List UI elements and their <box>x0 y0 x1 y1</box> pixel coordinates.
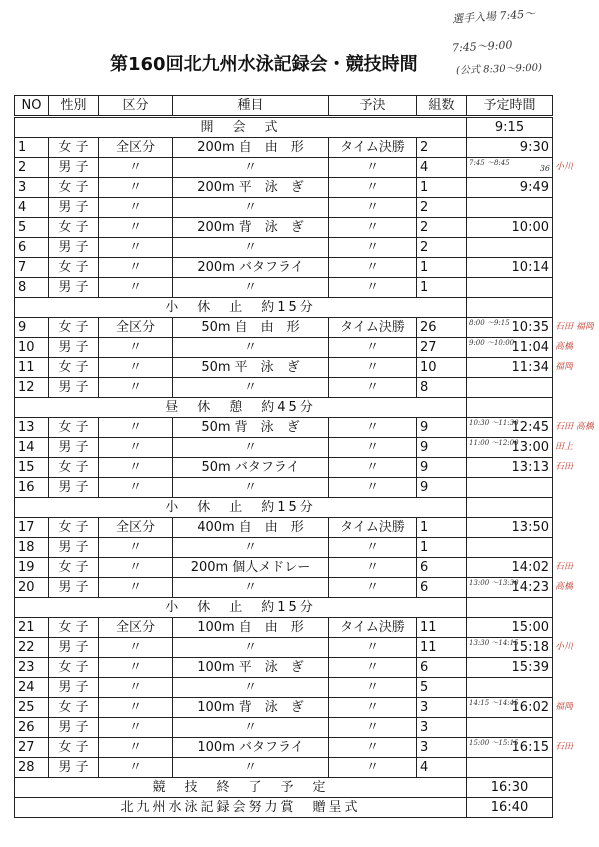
event-time <box>467 658 553 678</box>
event-time <box>467 278 553 298</box>
event-time <box>467 358 553 378</box>
event-sex: 女 子 <box>49 738 99 758</box>
event-class: 〃 <box>99 698 173 718</box>
event-sex: 女 子 <box>49 258 99 278</box>
event-number: 21 <box>15 618 49 638</box>
event-class: 〃 <box>99 418 173 438</box>
handwritten-time-note: 8:00 〜9:15 <box>469 319 510 327</box>
event-row <box>15 618 553 638</box>
handwritten-note-time: 7:45〜9:00 <box>451 38 513 55</box>
event-number: 7 <box>15 258 49 278</box>
margin-note: 福岡 <box>555 702 574 712</box>
event-row <box>15 638 553 658</box>
section-time <box>467 298 553 318</box>
event-time <box>467 538 553 558</box>
event-round: 〃 <box>329 438 417 458</box>
event-row <box>15 258 553 278</box>
column-header: 予定時間 <box>467 96 553 117</box>
event-number: 4 <box>15 198 49 218</box>
event-sex: 男 子 <box>49 378 99 398</box>
section-label: 北九州水泳記録会努力賞 贈呈式 <box>15 798 467 818</box>
event-name: 〃 <box>173 438 329 458</box>
event-row <box>15 338 553 358</box>
margin-note: 石田 高橋 <box>555 422 594 432</box>
event-number: 26 <box>15 718 49 738</box>
event-heats: 8 <box>417 378 467 398</box>
event-round: タイム決勝 <box>329 138 417 158</box>
section-time: 16:30 <box>467 778 553 798</box>
event-round: 〃 <box>329 538 417 558</box>
event-sex: 女 子 <box>49 458 99 478</box>
event-time-value: 9:30 <box>519 139 549 155</box>
section-row <box>15 798 553 818</box>
event-name: 〃 <box>173 378 329 398</box>
event-time-value: 11:34 <box>511 359 549 375</box>
section-label: 競 技 終 了 予 定 <box>15 778 467 798</box>
event-name: 〃 <box>173 198 329 218</box>
event-time <box>467 638 553 658</box>
handwritten-note-entry: 選手入場 7:45〜 <box>451 7 536 26</box>
event-round: 〃 <box>329 558 417 578</box>
event-time-value: 15:00 <box>511 619 549 635</box>
document-title: 第160回北九州水泳記録会・競技時間 <box>110 54 418 75</box>
margin-note: 高橋 <box>555 342 574 352</box>
event-row <box>15 538 553 558</box>
event-number: 6 <box>15 238 49 258</box>
event-heats: 2 <box>417 138 467 158</box>
event-sex: 女 子 <box>49 418 99 438</box>
event-sex: 男 子 <box>49 278 99 298</box>
event-sex: 女 子 <box>49 218 99 238</box>
event-heats: 9 <box>417 438 467 458</box>
event-class: 〃 <box>99 718 173 738</box>
event-round: 〃 <box>329 698 417 718</box>
margin-note: 石田 <box>555 742 574 752</box>
event-time-value: 15:18 <box>511 639 549 655</box>
event-time-value: 13:13 <box>511 459 549 475</box>
section-label: 開 会 式 <box>15 117 467 138</box>
event-heats: 10 <box>417 358 467 378</box>
event-sex: 男 子 <box>49 638 99 658</box>
event-heats: 2 <box>417 218 467 238</box>
event-name: 200m バタフライ <box>173 258 329 278</box>
event-row <box>15 738 553 758</box>
event-name: 200m 自 由 形 <box>173 138 329 158</box>
event-time <box>467 158 553 178</box>
event-name: 〃 <box>173 478 329 498</box>
event-row <box>15 658 553 678</box>
event-name: 100m 平 泳 ぎ <box>173 658 329 678</box>
event-number: 8 <box>15 278 49 298</box>
event-heats: 11 <box>417 638 467 658</box>
event-name: 〃 <box>173 718 329 738</box>
event-time-value: 12:45 <box>511 419 549 435</box>
event-sex: 男 子 <box>49 578 99 598</box>
event-row <box>15 678 553 698</box>
event-class: 〃 <box>99 178 173 198</box>
event-heats: 4 <box>417 158 467 178</box>
event-round: 〃 <box>329 178 417 198</box>
event-sex: 女 子 <box>49 658 99 678</box>
section-label: 小 休 止 約15分 <box>15 298 467 318</box>
event-heats: 2 <box>417 198 467 218</box>
event-sex: 男 子 <box>49 758 99 778</box>
event-class: 全区分 <box>99 618 173 638</box>
event-number: 27 <box>15 738 49 758</box>
event-time <box>467 238 553 258</box>
event-sex: 男 子 <box>49 158 99 178</box>
event-round: 〃 <box>329 238 417 258</box>
section-row <box>15 598 553 618</box>
event-number: 11 <box>15 358 49 378</box>
event-round: タイム決勝 <box>329 318 417 338</box>
event-time-value: 11:04 <box>511 339 549 355</box>
event-round: 〃 <box>329 678 417 698</box>
handwritten-count-note: 36 <box>539 164 550 173</box>
event-class: 〃 <box>99 158 173 178</box>
event-heats: 1 <box>417 278 467 298</box>
event-class: 〃 <box>99 758 173 778</box>
event-number: 18 <box>15 538 49 558</box>
event-time <box>467 218 553 238</box>
event-time-value: 14:02 <box>511 559 549 575</box>
event-class: 全区分 <box>99 318 173 338</box>
event-number: 22 <box>15 638 49 658</box>
event-time-value: 15:39 <box>511 659 549 675</box>
event-name: 200m 平 泳 ぎ <box>173 178 329 198</box>
event-name: 〃 <box>173 338 329 358</box>
handwritten-time-note: 13:30 〜14:15 <box>469 639 519 647</box>
event-class: 〃 <box>99 198 173 218</box>
event-round: タイム決勝 <box>329 518 417 538</box>
event-class: 〃 <box>99 218 173 238</box>
event-name: 50m 自 由 形 <box>173 318 329 338</box>
event-number: 12 <box>15 378 49 398</box>
section-time <box>467 598 553 618</box>
margin-note: 福岡 <box>555 362 574 372</box>
event-heats: 1 <box>417 538 467 558</box>
event-heats: 5 <box>417 678 467 698</box>
event-number: 19 <box>15 558 49 578</box>
section-row <box>15 778 553 798</box>
event-class: 〃 <box>99 278 173 298</box>
margin-note: 小川 <box>555 642 574 652</box>
event-round: 〃 <box>329 638 417 658</box>
event-row <box>15 698 553 718</box>
section-row <box>15 298 553 318</box>
event-name: 〃 <box>173 578 329 598</box>
column-header: 区分 <box>99 96 173 117</box>
event-number: 5 <box>15 218 49 238</box>
margin-note: 石田 福岡 <box>555 322 594 332</box>
event-round: 〃 <box>329 738 417 758</box>
event-row <box>15 358 553 378</box>
event-heats: 1 <box>417 258 467 278</box>
event-row <box>15 558 553 578</box>
event-name: 〃 <box>173 678 329 698</box>
event-heats: 1 <box>417 178 467 198</box>
event-class: 〃 <box>99 338 173 358</box>
event-time <box>467 478 553 498</box>
event-round: 〃 <box>329 278 417 298</box>
event-sex: 女 子 <box>49 358 99 378</box>
event-time <box>467 758 553 778</box>
handwritten-time-note: 11:00 〜12:00 <box>469 439 519 447</box>
event-sex: 女 子 <box>49 558 99 578</box>
event-round: 〃 <box>329 258 417 278</box>
section-time <box>467 398 553 418</box>
column-header: 性別 <box>49 96 99 117</box>
event-round: 〃 <box>329 198 417 218</box>
event-sex: 男 子 <box>49 538 99 558</box>
event-sex: 男 子 <box>49 238 99 258</box>
event-heats: 6 <box>417 578 467 598</box>
event-round: 〃 <box>329 458 417 478</box>
event-time <box>467 318 553 338</box>
event-row <box>15 138 553 158</box>
schedule-table <box>14 95 553 818</box>
header-row <box>15 96 553 117</box>
event-round: 〃 <box>329 658 417 678</box>
event-row <box>15 278 553 298</box>
event-round: 〃 <box>329 718 417 738</box>
column-header: NO <box>15 96 49 117</box>
event-number: 25 <box>15 698 49 718</box>
event-row <box>15 378 553 398</box>
event-time-value: 13:00 <box>511 439 549 455</box>
event-class: 〃 <box>99 558 173 578</box>
event-time <box>467 698 553 718</box>
event-round: 〃 <box>329 338 417 358</box>
event-round: タイム決勝 <box>329 618 417 638</box>
event-row <box>15 718 553 738</box>
event-time-value: 16:15 <box>511 739 549 755</box>
event-round: 〃 <box>329 378 417 398</box>
section-time: 9:15 <box>467 117 553 138</box>
event-number: 9 <box>15 318 49 338</box>
event-heats: 2 <box>417 238 467 258</box>
event-name: 100m 自 由 形 <box>173 618 329 638</box>
event-row <box>15 578 553 598</box>
event-round: 〃 <box>329 158 417 178</box>
event-row <box>15 238 553 258</box>
event-time <box>467 718 553 738</box>
margin-note: 田上 <box>555 442 574 452</box>
handwritten-time-note: 14:15 〜14:45 <box>469 699 519 707</box>
event-class: 全区分 <box>99 138 173 158</box>
event-row <box>15 318 553 338</box>
event-time <box>467 138 553 158</box>
section-label: 昼 休 憩 約45分 <box>15 398 467 418</box>
event-row <box>15 458 553 478</box>
event-sex: 男 子 <box>49 338 99 358</box>
event-class: 〃 <box>99 658 173 678</box>
event-number: 23 <box>15 658 49 678</box>
event-time <box>467 618 553 638</box>
event-heats: 9 <box>417 458 467 478</box>
event-row <box>15 438 553 458</box>
event-sex: 男 子 <box>49 718 99 738</box>
event-time-value: 14:23 <box>511 579 549 595</box>
event-time <box>467 558 553 578</box>
event-time <box>467 578 553 598</box>
event-time <box>467 678 553 698</box>
event-round: 〃 <box>329 358 417 378</box>
section-row <box>15 398 553 418</box>
event-time <box>467 178 553 198</box>
event-round: 〃 <box>329 218 417 238</box>
event-name: 100m 背 泳 ぎ <box>173 698 329 718</box>
event-name: 〃 <box>173 638 329 658</box>
event-heats: 1 <box>417 518 467 538</box>
handwritten-time-note: 10:30 〜11:30 <box>469 419 519 427</box>
event-time <box>467 198 553 218</box>
event-name: 400m 自 由 形 <box>173 518 329 538</box>
event-class: 〃 <box>99 238 173 258</box>
event-class: 〃 <box>99 538 173 558</box>
event-time <box>467 438 553 458</box>
event-class: 〃 <box>99 738 173 758</box>
margin-note: 小川 <box>555 162 574 172</box>
event-number: 3 <box>15 178 49 198</box>
event-name: 〃 <box>173 538 329 558</box>
event-row <box>15 178 553 198</box>
event-time-value: 13:50 <box>511 519 549 535</box>
margin-note: 石田 <box>555 562 574 572</box>
event-number: 16 <box>15 478 49 498</box>
event-name: 200m 個人メドレー <box>173 558 329 578</box>
event-name: 100m バタフライ <box>173 738 329 758</box>
event-number: 20 <box>15 578 49 598</box>
event-class: 〃 <box>99 578 173 598</box>
event-row <box>15 758 553 778</box>
event-row <box>15 418 553 438</box>
event-sex: 女 子 <box>49 698 99 718</box>
event-number: 2 <box>15 158 49 178</box>
handwritten-time-note: 9:00 〜10:00 <box>469 339 515 347</box>
handwritten-note-official: (公式 8:30〜9:00) <box>455 62 543 77</box>
event-time <box>467 418 553 438</box>
margin-note: 高橋 <box>555 582 574 592</box>
event-row <box>15 158 553 178</box>
event-time <box>467 518 553 538</box>
event-heats: 26 <box>417 318 467 338</box>
section-time <box>467 498 553 518</box>
event-round: 〃 <box>329 578 417 598</box>
event-number: 28 <box>15 758 49 778</box>
event-name: 〃 <box>173 158 329 178</box>
event-number: 1 <box>15 138 49 158</box>
section-row <box>15 498 553 518</box>
event-time-value: 10:14 <box>511 259 549 275</box>
event-number: 17 <box>15 518 49 538</box>
event-time-value: 10:00 <box>511 219 549 235</box>
event-heats: 11 <box>417 618 467 638</box>
event-time <box>467 458 553 478</box>
event-time-value: 16:02 <box>511 699 549 715</box>
event-sex: 女 子 <box>49 138 99 158</box>
event-round: 〃 <box>329 418 417 438</box>
event-number: 10 <box>15 338 49 358</box>
event-heats: 4 <box>417 758 467 778</box>
section-label: 小 休 止 約15分 <box>15 498 467 518</box>
event-number: 14 <box>15 438 49 458</box>
event-class: 〃 <box>99 478 173 498</box>
handwritten-time-note: 7:45 〜8:45 <box>469 159 510 167</box>
section-row <box>15 117 553 138</box>
event-heats: 27 <box>417 338 467 358</box>
event-sex: 女 子 <box>49 518 99 538</box>
event-sex: 男 子 <box>49 478 99 498</box>
event-time <box>467 338 553 358</box>
event-class: 〃 <box>99 638 173 658</box>
handwritten-time-note: 15:00 〜15:15 <box>469 739 519 747</box>
event-name: 〃 <box>173 758 329 778</box>
event-name: 50m 背 泳 ぎ <box>173 418 329 438</box>
event-row <box>15 478 553 498</box>
event-class: 〃 <box>99 438 173 458</box>
event-row <box>15 218 553 238</box>
event-name: 200m 背 泳 ぎ <box>173 218 329 238</box>
event-number: 24 <box>15 678 49 698</box>
event-number: 13 <box>15 418 49 438</box>
event-round: 〃 <box>329 478 417 498</box>
event-name: 50m 平 泳 ぎ <box>173 358 329 378</box>
handwritten-time-note: 13:00 〜13:30 <box>469 579 519 587</box>
event-name: 〃 <box>173 238 329 258</box>
event-number: 15 <box>15 458 49 478</box>
event-name: 50m バタフライ <box>173 458 329 478</box>
event-class: 〃 <box>99 678 173 698</box>
column-header: 種目 <box>173 96 329 117</box>
event-row <box>15 198 553 218</box>
event-time <box>467 258 553 278</box>
event-heats: 3 <box>417 698 467 718</box>
event-class: 〃 <box>99 358 173 378</box>
event-heats: 9 <box>417 418 467 438</box>
event-heats: 6 <box>417 658 467 678</box>
event-class: 〃 <box>99 458 173 478</box>
section-time: 16:40 <box>467 798 553 818</box>
event-name: 〃 <box>173 278 329 298</box>
event-time-value: 10:35 <box>511 319 549 335</box>
event-heats: 9 <box>417 478 467 498</box>
event-round: 〃 <box>329 758 417 778</box>
event-time <box>467 378 553 398</box>
column-header: 予決 <box>329 96 417 117</box>
event-sex: 女 子 <box>49 178 99 198</box>
event-sex: 女 子 <box>49 618 99 638</box>
event-heats: 3 <box>417 718 467 738</box>
event-class: 〃 <box>99 378 173 398</box>
event-time <box>467 738 553 758</box>
section-label: 小 休 止 約15分 <box>15 598 467 618</box>
event-heats: 6 <box>417 558 467 578</box>
event-sex: 男 子 <box>49 198 99 218</box>
event-class: 〃 <box>99 258 173 278</box>
event-class: 全区分 <box>99 518 173 538</box>
event-row <box>15 518 553 538</box>
column-header: 組数 <box>417 96 467 117</box>
event-sex: 女 子 <box>49 318 99 338</box>
event-sex: 男 子 <box>49 438 99 458</box>
event-sex: 男 子 <box>49 678 99 698</box>
event-heats: 3 <box>417 738 467 758</box>
event-time-value: 9:49 <box>519 179 549 195</box>
margin-note: 石田 <box>555 462 574 472</box>
